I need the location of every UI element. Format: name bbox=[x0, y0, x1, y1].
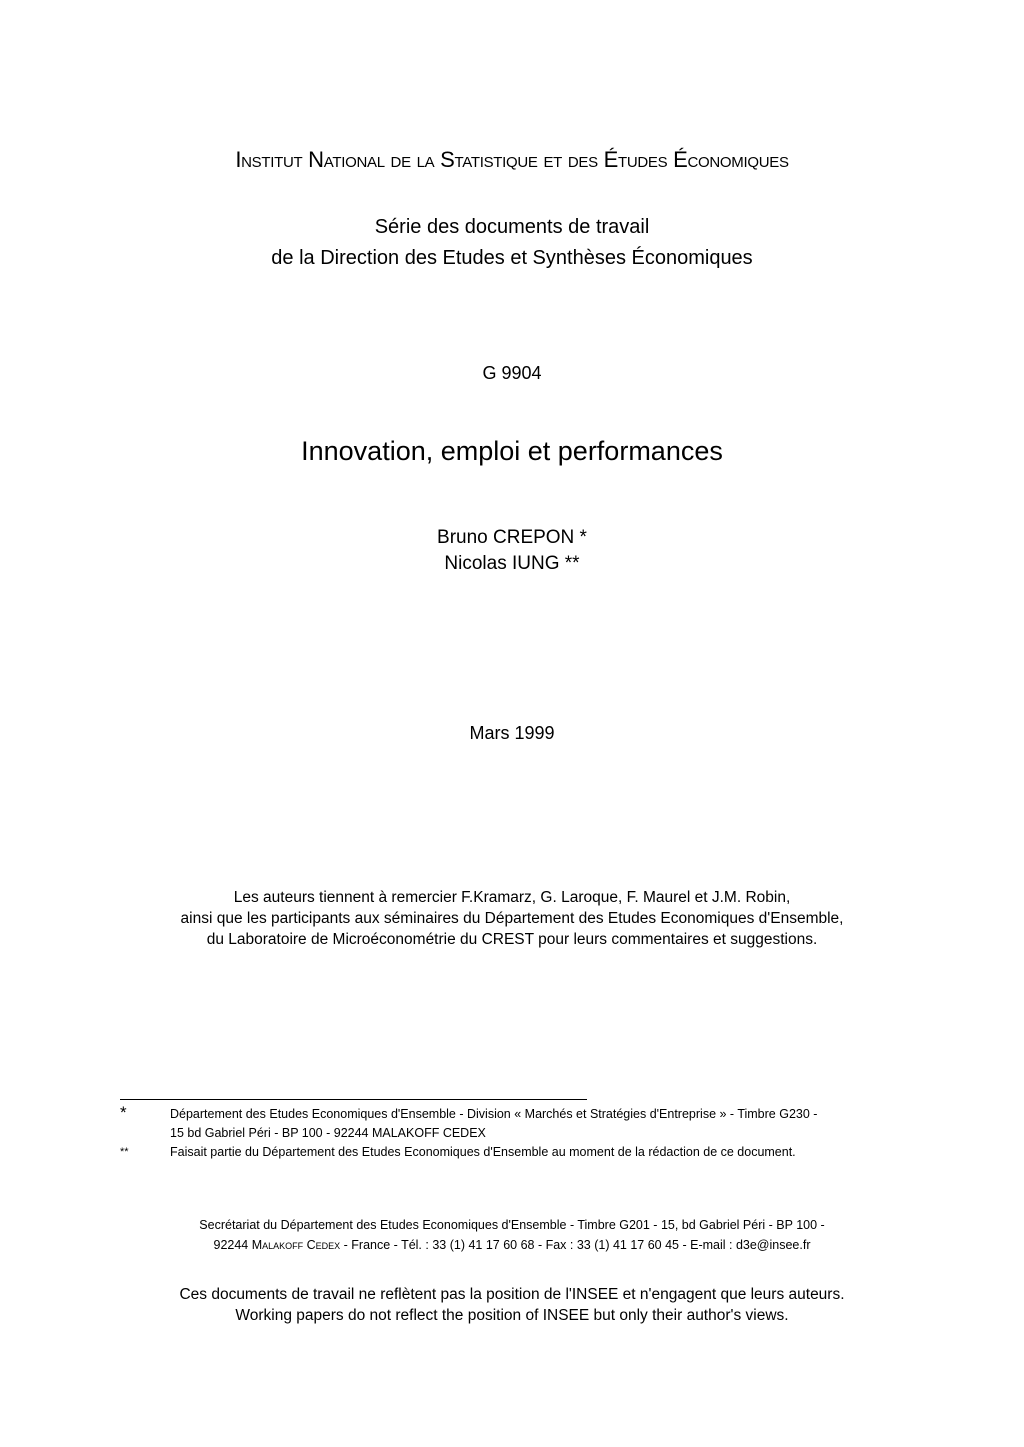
footnote-text bbox=[170, 1105, 930, 1143]
footnote-mark: * bbox=[120, 1103, 127, 1122]
footnote-line: Département des Etudes Economiques d'Ensemble - Division « Marchés et Stratégies d'Entreprise » - Timbre G230 - bbox=[170, 1107, 818, 1121]
secretariat-line-1: Secrétariat du Département des Etudes Economiques d'Ensemble - Timbre G201 - 15, bd Gabriel Péri - BP 100 - bbox=[199, 1218, 825, 1232]
authors bbox=[0, 525, 1024, 577]
disclaimer-english: Working papers do not reflect the position of INSEE but only their author's views. bbox=[235, 1307, 789, 1324]
acknowledgement-line: du Laboratoire de Microéconométrie du CREST pour leurs commentaires et suggestions. bbox=[206, 931, 818, 948]
postal-code: 92244 bbox=[213, 1238, 252, 1252]
series-title bbox=[0, 212, 1024, 274]
secretariat-contact bbox=[0, 1215, 1024, 1255]
secretariat-line-2 bbox=[0, 1235, 1024, 1255]
author-2: Nicolas IUNG ** bbox=[444, 553, 580, 574]
publication-date: Mars 1999 bbox=[469, 723, 555, 743]
disclaimer-french: Ces documents de travail ne reflètent pas la position de l'INSEE et n'engagent que leurs auteurs. bbox=[179, 1286, 845, 1303]
series-line-2: de la Direction des Etudes et Synthèses Économiques bbox=[271, 247, 753, 269]
contact-details: - France - Tél. : 33 (1) 41 17 60 68 - Fax : 33 (1) 41 17 60 45 - E-mail : d3e@insee.fr bbox=[340, 1238, 811, 1252]
footnote-mark: ** bbox=[120, 1146, 129, 1158]
acknowledgement-line: ainsi que les participants aux séminaires du Département des Etudes Economiques d'Ensemble, bbox=[180, 910, 844, 927]
footnote-line: 15 bd Gabriel Péri - BP 100 - 92244 MALAKOFF CEDEX bbox=[170, 1126, 486, 1140]
document-number: G 9904 bbox=[482, 363, 542, 383]
city: Malakoff Cedex bbox=[251, 1238, 341, 1252]
acknowledgements bbox=[0, 887, 1024, 950]
disclaimer bbox=[0, 1284, 1024, 1326]
series-line-1: Série des documents de travail bbox=[374, 216, 650, 238]
footnote-line: Faisait partie du Département des Etudes Economiques d'Ensemble au moment de la rédaction de ce document. bbox=[170, 1145, 796, 1159]
author-1: Bruno CREPON * bbox=[437, 527, 587, 548]
institute-name: Institut National de la Statistique et des Études Économiques bbox=[235, 147, 789, 172]
acknowledgement-line: Les auteurs tiennent à remercier F.Kramarz, G. Laroque, F. Maurel et J.M. Robin, bbox=[233, 889, 791, 906]
document-title: Innovation, emploi et performances bbox=[301, 436, 723, 466]
footnote-text bbox=[170, 1143, 930, 1162]
footnote-separator bbox=[120, 1099, 587, 1100]
